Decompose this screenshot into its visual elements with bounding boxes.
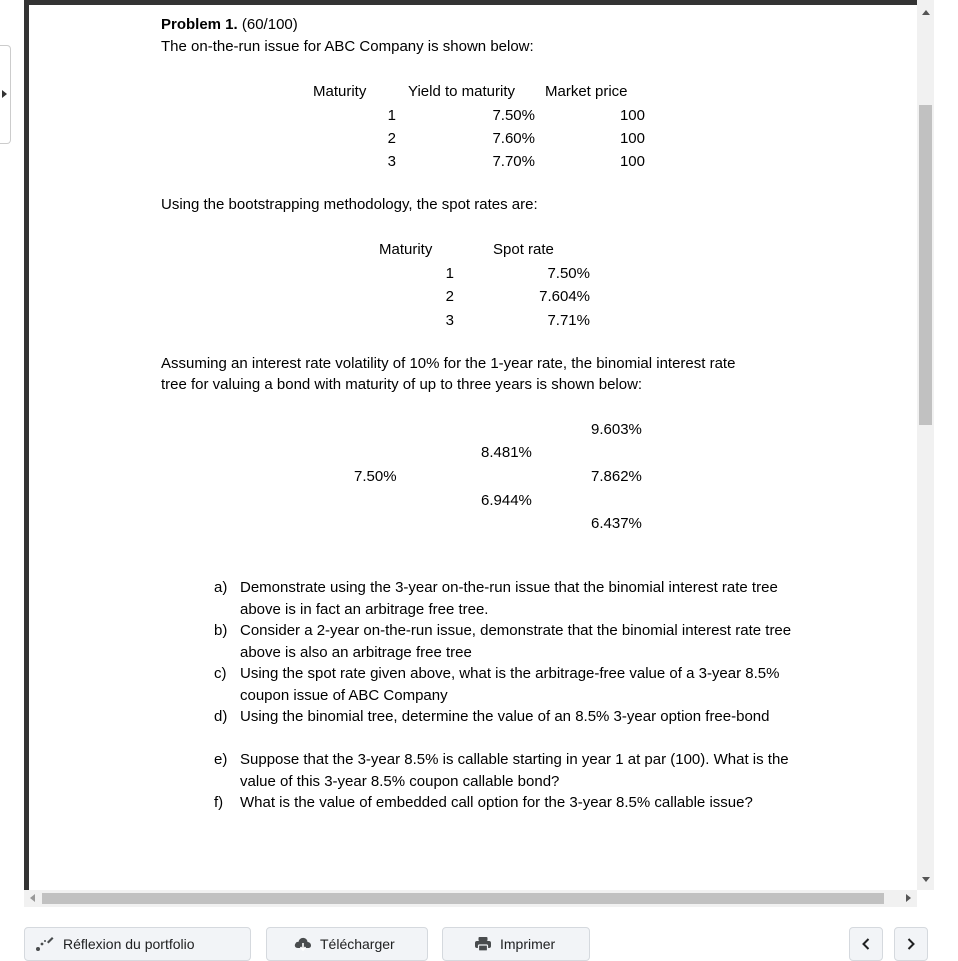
table-cell: 7.50% — [492, 107, 535, 124]
scroll-left-arrow-icon[interactable] — [30, 894, 35, 902]
table-cell: 2 — [387, 130, 396, 147]
table-cell: 7.60% — [492, 130, 535, 147]
tree-node-1-up: 8.481% — [481, 444, 532, 461]
tree-node-1-down: 6.944% — [481, 492, 532, 509]
problem-intro: The on-the-run issue for ABC Company is shown below: — [161, 38, 534, 55]
table-cell: 100 — [619, 153, 645, 170]
portfolio-reflection-icon — [35, 936, 55, 952]
horizontal-scroll-thumb[interactable] — [42, 893, 884, 904]
question-text: Using the binomial tree, determine the value of an 8.5% 3-year option free-bond — [240, 708, 770, 725]
viewer-top-border — [24, 0, 917, 5]
table-cell: 1 — [445, 265, 454, 282]
viewer-left-border — [24, 0, 29, 890]
issue-header-maturity: Maturity — [313, 83, 367, 100]
side-panel-toggle[interactable] — [0, 45, 11, 144]
problem-score: (60/100) — [241, 16, 298, 33]
print-button[interactable] — [442, 927, 590, 961]
question-text: Demonstrate using the 3-year on-the-run issue that the binomial interest rate tree above is in fact an arbitrage free tree. — [240, 579, 778, 618]
issue-header-price: Market price — [545, 83, 628, 100]
tree-intro-line-2: tree for valuing a bond with maturity of up to three years is shown below: — [161, 376, 643, 393]
scroll-down-arrow-icon[interactable] — [922, 877, 930, 882]
spot-intro: Using the bootstrapping methodology, the spot rates are: — [161, 196, 538, 213]
previous-page-button[interactable] — [849, 927, 883, 961]
vertical-scroll-thumb[interactable] — [919, 105, 932, 425]
table-cell: 3 — [387, 153, 396, 170]
download-button[interactable] — [266, 927, 428, 961]
chevron-left-icon — [860, 937, 872, 951]
table-cell: 7.71% — [547, 312, 590, 329]
question-letter: c) — [214, 665, 227, 682]
question-text: Using the spot rate given above, what is the arbitrage-free value of a 3-year 8.5% coupon issue of ABC Company — [240, 665, 780, 704]
table-cell: 7.604% — [539, 288, 590, 305]
tree-node-2-down: 6.437% — [591, 515, 642, 532]
spot-header-maturity: Maturity — [379, 241, 433, 258]
question-letter: d) — [214, 708, 228, 725]
print-label: Imprimer — [500, 936, 556, 952]
question-text: Suppose that the 3-year 8.5% is callable starting in year 1 at par (100). What is the value of this 3-year 8.5% coupon callable bond? — [240, 751, 789, 790]
portfolio-reflection-label: Réflexion du portfolio — [63, 936, 195, 952]
tree-node-2-mid: 7.862% — [591, 468, 642, 485]
scroll-right-arrow-icon[interactable] — [906, 894, 911, 902]
cloud-download-icon — [294, 936, 312, 952]
problem-title: Problem 1. — [161, 16, 238, 33]
table-cell: 100 — [619, 107, 645, 124]
table-cell: 7.50% — [547, 265, 590, 282]
question-letter: a) — [214, 579, 228, 596]
table-cell: 7.70% — [492, 153, 535, 170]
table-cell: 1 — [387, 107, 396, 124]
scroll-up-arrow-icon[interactable] — [922, 10, 930, 15]
next-page-button[interactable] — [894, 927, 928, 961]
tree-node-0: 7.50% — [354, 468, 397, 485]
tree-node-2-up: 9.603% — [591, 421, 642, 438]
table-cell: 3 — [445, 312, 454, 329]
spot-header-rate: Spot rate — [493, 241, 554, 258]
table-cell: 100 — [619, 130, 645, 147]
question-letter: e) — [214, 751, 228, 768]
portfolio-reflection-button[interactable] — [24, 927, 251, 961]
question-letter: f) — [214, 794, 224, 811]
issue-header-ytm: Yield to maturity — [408, 83, 515, 100]
chevron-right-icon — [905, 937, 917, 951]
problem-heading — [161, 16, 298, 34]
printer-icon — [474, 936, 492, 952]
table-cell: 2 — [445, 288, 454, 305]
question-letter: b) — [214, 622, 228, 639]
caret-right-icon — [2, 90, 7, 98]
question-text: What is the value of embedded call option for the 3-year 8.5% callable issue? — [240, 794, 753, 811]
question-text: Consider a 2-year on-the-run issue, demonstrate that the binomial interest rate tree above is also an arbitrage free tree — [240, 622, 792, 661]
tree-intro-line-1: Assuming an interest rate volatility of 10% for the 1-year rate, the binomial interest rate — [161, 355, 736, 372]
download-label: Télécharger — [320, 936, 395, 952]
